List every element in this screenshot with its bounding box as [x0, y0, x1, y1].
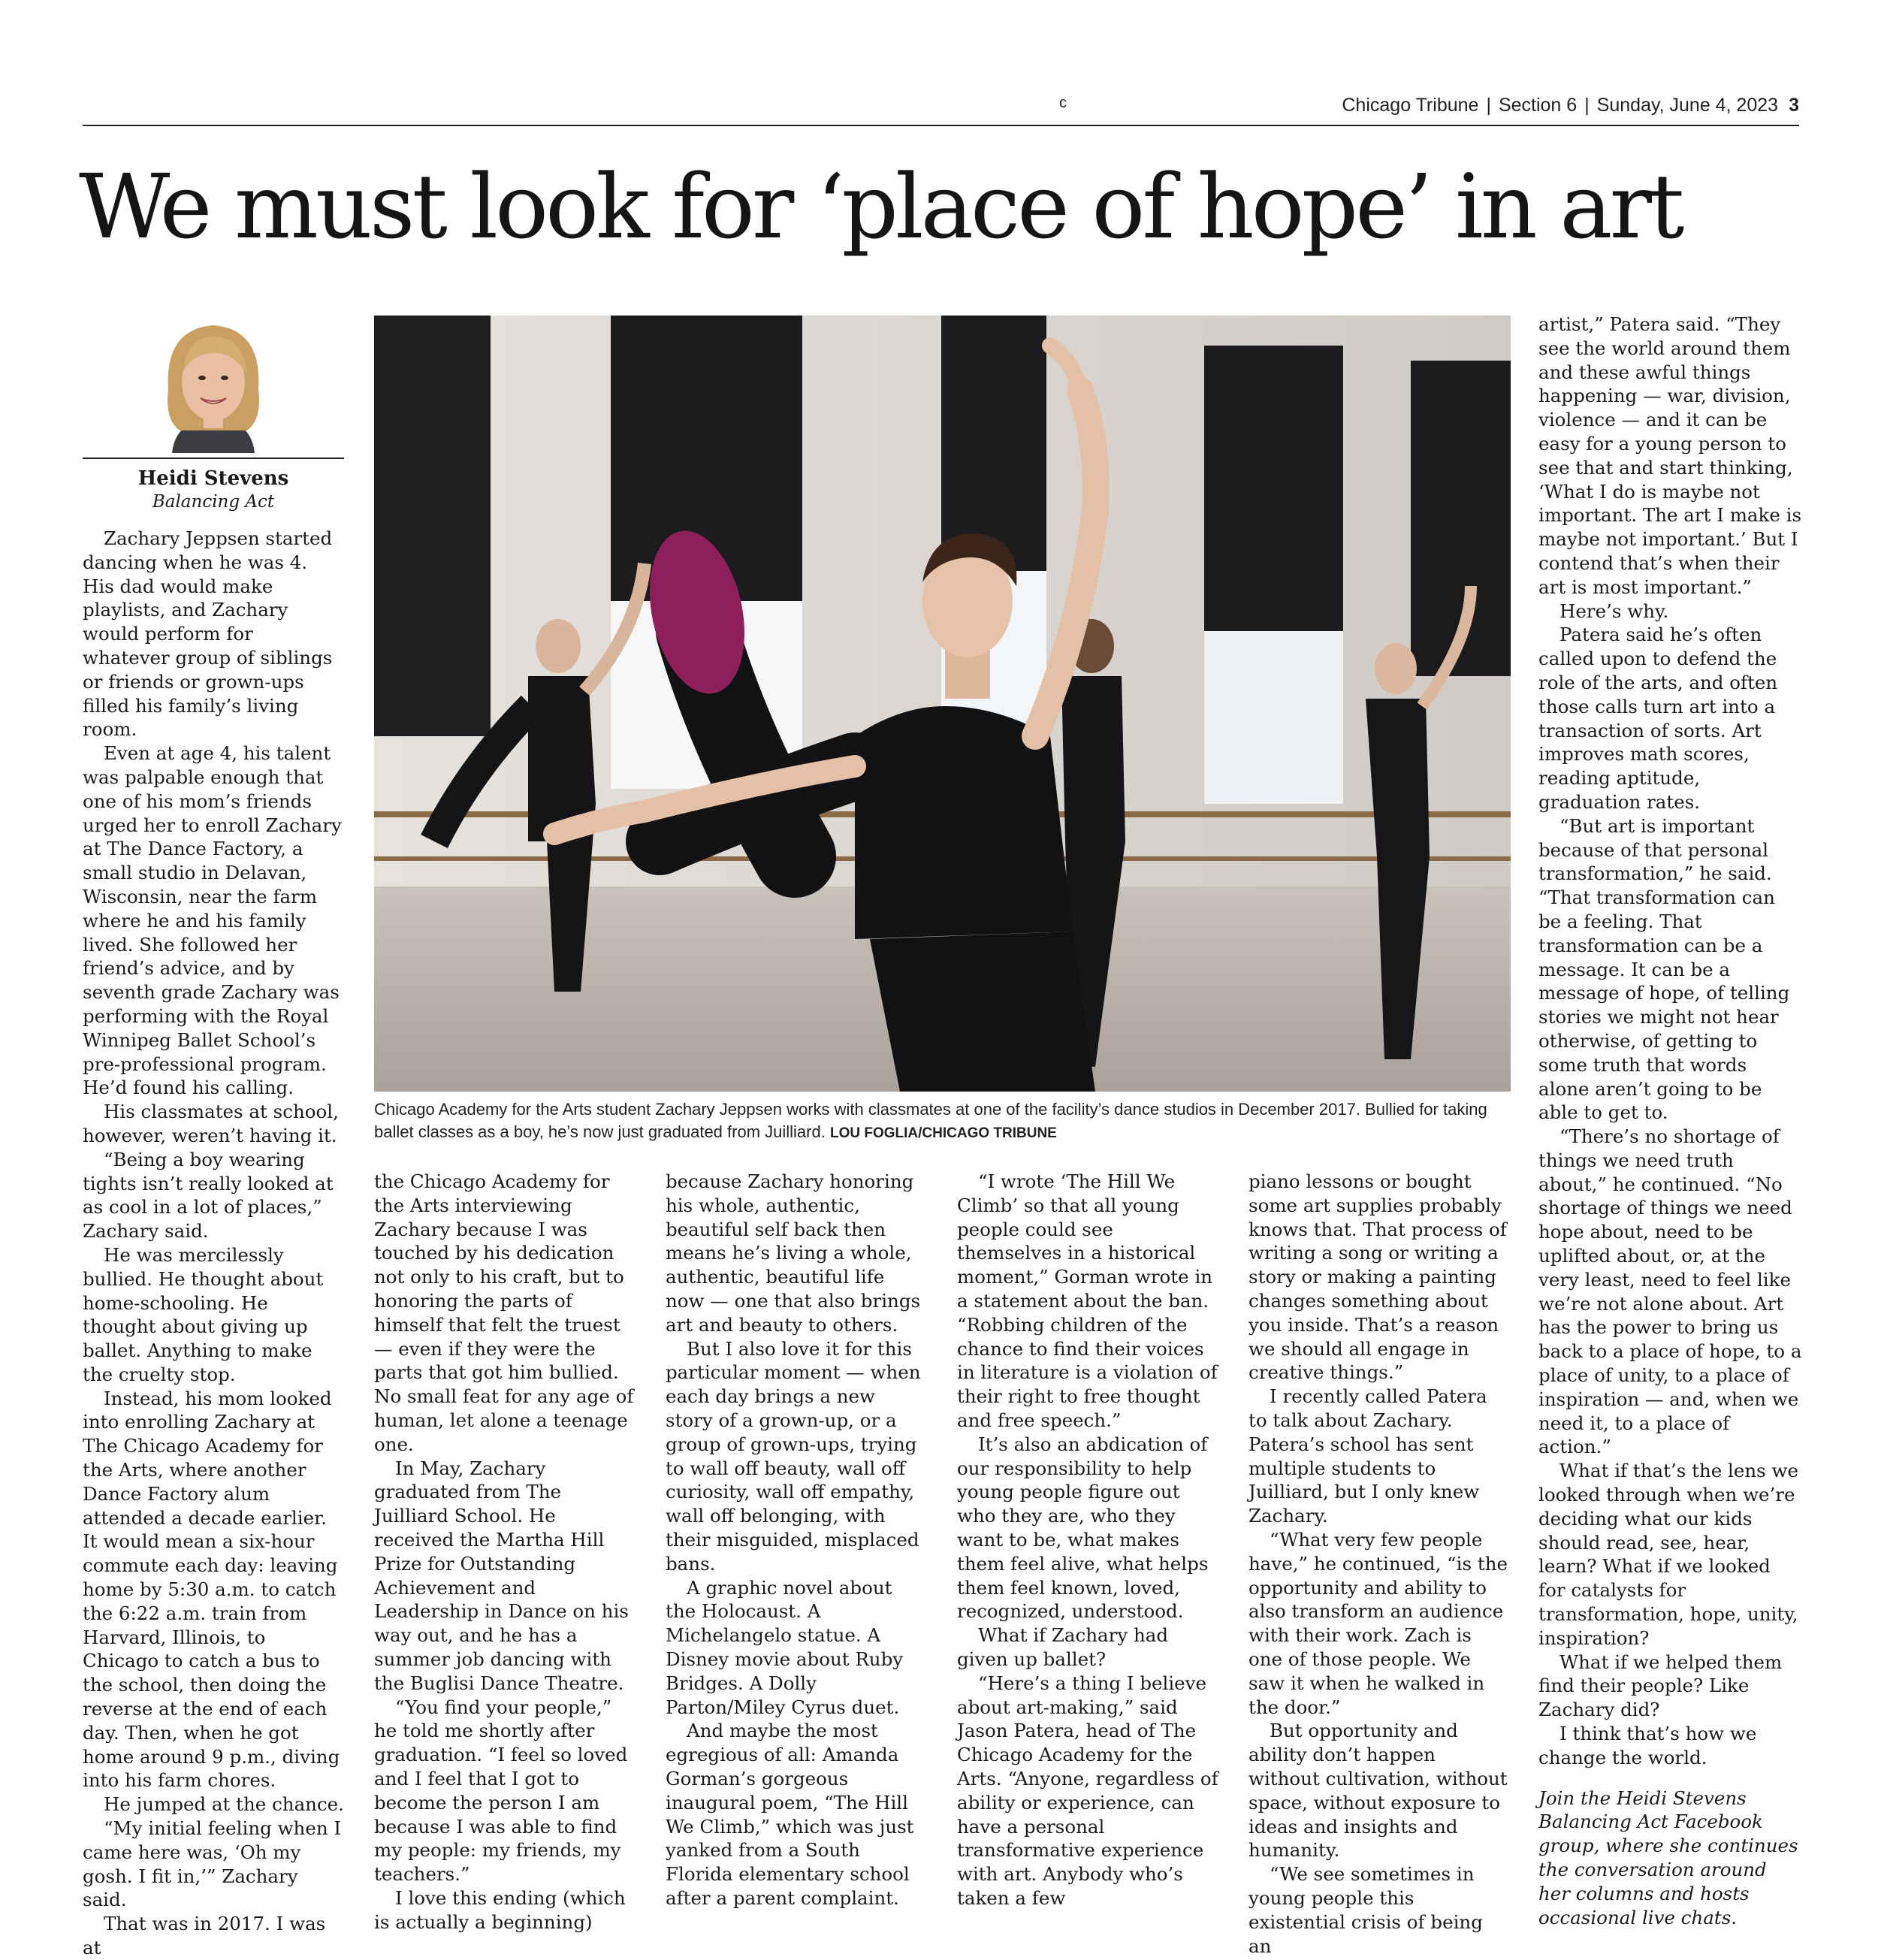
paragraph: “What very few people have,” he continued, “is the opportunity and ability to also transform an audience with their work. Zach is one of those people. We saw it when he walked in the door.”	[1248, 1528, 1508, 1718]
paragraph: In May, Zachary graduated from The Juilliard School. He received the Martha Hill Prize for Outstanding Achievement and Leadership in Dance on his way out, and he has a summer job dancing with the Buglisi Dance Theatre.	[374, 1457, 629, 1694]
paragraph: “My initial feeling when I came here was, ‘Oh my gosh. I fit in,’” Zachary said.	[83, 1817, 342, 1911]
column-name: Balancing Act	[152, 492, 275, 512]
paragraph: It’s also an abdication of our responsibility to help young people figure out who they are, who they want to be, what makes them feel alive, what helps them feel known, loved, recognized, understood.	[957, 1433, 1209, 1623]
folio-separator: |	[1584, 95, 1590, 116]
paragraph: Zachary Jeppsen started dancing when he was 4. His dad would make playlists, and Zachary would perform for whatever group of siblings or friends or grown-ups filled his family’s living room.	[83, 527, 333, 741]
paragraph: artist,” Patera said. “They see the world around them and these awful things happening — war, division, violence — and it can be easy for a young person to see that and start thinking, ‘What I do is maybe not important. The art I make is maybe not important.’ But I contend that’s when their art is most important.”	[1538, 313, 1802, 598]
paragraph: I think that’s how we change the world.	[1538, 1723, 1757, 1768]
folio-separator: |	[1486, 95, 1491, 116]
paragraph: “I wrote ‘The Hill We Climb’ so that all young people could see themselves in a historical moment,” Gorman wrote in a statement about the ban. “Robbing children of the chance to find their voices in literature is a violation of their right to free thought and free speech.”	[957, 1170, 1218, 1431]
paragraph: piano lessons or bought some art supplies probably knows that. That process of writing a song or writing a story or making a painting changes something about you inside. That’s a reason we should all engage in creative things.”	[1248, 1170, 1507, 1384]
folio-line	[1342, 95, 1799, 116]
paragraph: Patera said he’s often called upon to defend the role of the arts, and often those calls turn art into a transaction of sorts. Art improves math scores, reading aptitude, graduation rates.	[1538, 624, 1778, 813]
paragraph: “But art is important because of that personal transformation,” he said. “That transformation can be a feeling. That transformation can be a message. It can be a message of hope, of telling stories we might not hear otherwise, of getting to some truth that words alone aren’t going to be able to get to.	[1538, 814, 1790, 1124]
paragraph: “Being a boy wearing tights isn’t really looked at as cool in a lot of places,” Zachary said.	[83, 1148, 334, 1243]
paragraph: But opportunity and ability don’t happen without cultivation, without space, without exposure to ideas and insights and humanity.	[1248, 1720, 1508, 1862]
paragraph: I love this ending (which is actually a beginning)	[374, 1886, 626, 1933]
paragraph: Here’s why.	[1559, 599, 1669, 622]
paragraph: Even at age 4, his talent was palpable enough that one of his mom’s friends urged her to enroll Zachary at The Dance Factory, a small studio in Delavan, Wisconsin, near the farm where he and his family lived. She followed her friend’s advice, and by seventh grade Zachary was performing with the Royal Winnipeg Ballet School’s pre-professional program. He’d found his calling.	[83, 742, 342, 1099]
paragraph: “You find your people,” he told me shortly after graduation. “I feel so loved and I feel that I got to become the person I am because I was able to find my people: my friends, my teachers.”	[374, 1696, 628, 1886]
paragraph: Instead, his mom looked into enrolling Zachary at The Chicago Academy for the Arts, where another Dance Factory alum attended a decade earlier. It would mean a six-hour commute each day: leaving home by 5:30 a.m. to catch the 6:22 a.m. train from Harvard, Illinois, to Chicago to catch a bus to the school, then doing the reverse at the end of each day. Then, when he got home around 9 p.m., diving into his farm chores.	[83, 1387, 340, 1792]
paragraph: A graphic novel about the Holocaust. A Michelangelo statue. A Disney movie about Ruby Bridges. A Dolly Parton/Miley Cyrus duet.	[666, 1576, 904, 1718]
paragraph: He was mercilessly bullied. He thought about home-schooling. He thought about giving up ballet. Anything to make the cruelty stop.	[83, 1243, 324, 1385]
paragraph: His classmates at school, however, weren’t having it.	[83, 1101, 339, 1146]
section-label: Section 6	[1498, 95, 1578, 116]
caption-text: Chicago Academy for the Arts student Zachary Jeppsen works with classmates at one of the facility’s dance studios in December 2017. Bullied for taking ballet classes as a boy, he’s now just graduated from Juilliard.	[374, 1100, 1487, 1141]
paragraph: That was in 2017. I was at	[83, 1913, 326, 1959]
byline-rule	[83, 458, 344, 459]
photo-caption	[374, 1098, 1511, 1145]
article-column-6	[1538, 313, 1803, 1928]
issue-date: Sunday, June 4, 2023	[1596, 95, 1779, 116]
article-column-2	[374, 1170, 636, 1933]
paragraph: And maybe the most egregious of all: Amanda Gorman’s gorgeous inaugural poem, “The Hill We Climb,” which was just yanked from a South Florida elementary school after a parent complaint.	[666, 1720, 914, 1909]
paragraph: “There’s no shortage of things we need truth about,” he continued. “No shortage of things we need hope about, need to be uplifted about, or, at the very least, need to feel like we’re not alone about. Art has the power to bring us back to a place of hope, to a place of unity, to a place of inspiration — and, when we need it, to a place of action.”	[1538, 1125, 1802, 1458]
paragraph: But I also love it for this particular moment — when each day brings a new story of a grown-up, or a group of grown-ups, trying to wall off beauty, wall off curiosity, wall off empathy, wall off belonging, with their misguided, misplaced bans.	[666, 1337, 921, 1575]
page-header	[83, 95, 1799, 126]
facebook-group-note: Join the Heidi Stevens Balancing Act Facebook group, where she continues the conversation around her columns and hosts occasional live chats.	[1538, 1786, 1798, 1928]
article-column-1	[83, 527, 344, 1959]
article-column-3	[666, 1170, 927, 1917]
article-photo	[374, 316, 1511, 1092]
dance-studio-photo	[374, 316, 1511, 1092]
author-name: Heidi Stevens	[137, 467, 289, 490]
edition-mark: c	[1059, 95, 1067, 111]
paragraph: What if that’s the lens we looked through when we’re deciding what our kids should read, see, hear, learn? What if we looked for catalysts for transformation, hope, unity, inspiration?	[1538, 1460, 1798, 1649]
paragraph: What if we helped them find their people? Like Zachary did?	[1538, 1650, 1783, 1721]
paragraph: the Chicago Academy for the Arts interviewing Zachary because I was touched by his dedication not only to his craft, but to honoring the parts of himself that felt the truest — even if they were the parts that got him bullied. No small feat for any age of human, let alone a teenage one.	[374, 1170, 634, 1455]
byline-block	[83, 307, 344, 513]
paragraph: He jumped at the chance.	[104, 1793, 344, 1816]
author-portrait-illustration	[142, 307, 285, 453]
page-number: 3	[1789, 95, 1799, 116]
paragraph: I recently called Patera to talk about Zachary. Patera’s school has sent multiple students to Juilliard, but I only knew Zachary.	[1248, 1385, 1487, 1527]
publication-name: Chicago Tribune	[1342, 95, 1479, 116]
paragraph: What if Zachary had given up ballet?	[957, 1624, 1169, 1670]
article-column-4	[957, 1170, 1218, 1917]
paragraph: “Here’s a thing I believe about art-making,” said Jason Patera, head of The Chicago Academy for the Arts. “Anyone, regardless of ability or experience, can have a personal transformative experience with art. Anybody who’s taken a few	[957, 1672, 1218, 1909]
paragraph: “We see sometimes in young people this existential crisis of being an	[1248, 1863, 1483, 1957]
paragraph: because Zachary honoring his whole, authentic, beautiful self back then means he’s living a whole, authentic, beautiful life now — one that also brings art and beauty to others.	[666, 1170, 921, 1336]
headline: We must look for ‘place of hope’ in art	[79, 155, 1682, 258]
article-column-5	[1248, 1170, 1510, 1957]
photo-credit: LOU FOGLIA/CHICAGO TRIBUNE	[829, 1125, 1057, 1141]
author-headshot	[142, 307, 285, 453]
